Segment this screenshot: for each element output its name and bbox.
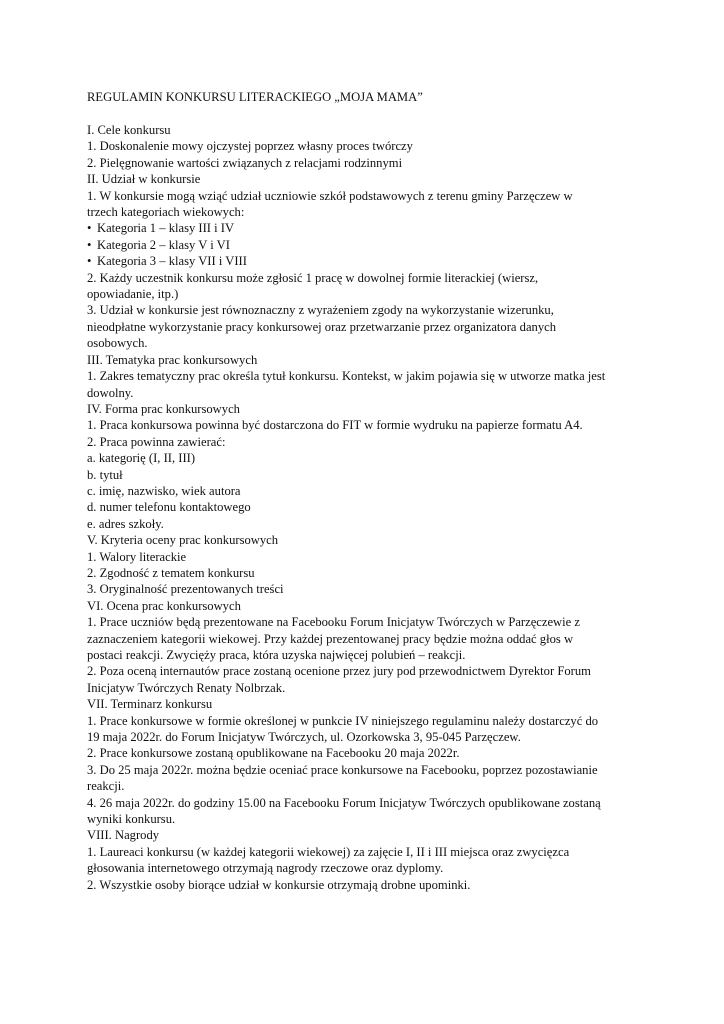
text-line: c. imię, nazwisko, wiek autora [87, 483, 241, 498]
text-line: 2. Poza oceną internautów prace zostaną ocenione przez jury pod przewodnictwem Dyrektor Forum [87, 664, 591, 679]
bullet-item [87, 220, 635, 236]
text-line: trzech kategoriach wiekowych: [87, 205, 245, 220]
section-heading: VI. Ocena prac konkursowych [87, 598, 241, 613]
text-line: e. adres szkoły. [87, 516, 164, 531]
text-line: 1. Prace konkursowe w formie określonej w punkcie IV niniejszego regulaminu należy dostarczyć do [87, 713, 599, 728]
text-line: głosowania internetowego otrzymają nagrody rzeczowe oraz dyplomy. [87, 861, 444, 876]
section-heading: I. Cele konkursu [87, 123, 171, 137]
text-line: 3. Oryginalność prezentowanych treści [87, 582, 284, 597]
bullet-item [87, 253, 635, 269]
text-line: osobowych. [87, 336, 148, 351]
text-line: 3. Udział w konkursie jest równoznaczny z wyrażeniem zgody na wykorzystanie wizerunku, [87, 303, 554, 318]
text-line: 2. Każdy uczestnik konkursu może zgłosić 1 pracę w dowolnej formie literackiej (wiersz, [87, 270, 539, 285]
text-line: 19 maja 2022r. do Forum Inicjatyw Twórczych, ul. Ozorkowska 3, 95-045 Parzęczew. [87, 730, 521, 745]
text-line: 1. Zakres tematyczny prac określa tytuł konkursu. Kontekst, w jakim pojawia się w utworze matka jest [87, 369, 606, 384]
text-line: 4. 26 maja 2022r. do godziny 15.00 na Facebooku Forum Inicjatyw Twórczych opublikowane zostaną [87, 795, 601, 810]
text-line: zaznaczeniem kategorii wiekowej. Przy każdej prezentowanej pracy będzie można oddać głos w [87, 631, 574, 646]
section-heading: VIII. Nagrody [87, 828, 160, 843]
section-heading: VII. Terminarz konkursu [87, 697, 213, 712]
text-line: 2. Zgodność z tematem konkursu [87, 565, 255, 580]
text-line: 2. Pielęgnowanie wartości związanych z relacjami rodzinnymi [87, 155, 403, 170]
text-line: nieodpłatne wykorzystanie pracy konkursowej oraz przetwarzanie przez organizatora danych [87, 319, 557, 334]
text-line: 1. W konkursie mogą wziąć udział uczniowie szkół podstawowych z terenu gminy Parzęczew w [87, 188, 573, 203]
bullet-item [87, 237, 635, 253]
text-line: 1. Praca konkursowa powinna być dostarczona do FIT w formie wydruku na papierze formatu A4. [87, 418, 583, 433]
section-heading: IV. Forma prac konkursowych [87, 401, 240, 416]
text-line: a. kategorię (I, II, III) [87, 451, 196, 466]
text-line: reakcji. [87, 779, 125, 794]
text-line: wyniki konkursu. [87, 812, 176, 827]
text-line: dowolny. [87, 385, 134, 400]
section-heading: III. Tematyka prac konkursowych [87, 352, 258, 367]
text-line: 2. Prace konkursowe zostaną opublikowane na Facebooku 20 maja 2022r. [87, 746, 460, 761]
text-line: b. tytuł [87, 467, 123, 482]
text-line: 1. Doskonalenie mowy ojczystej poprzez własny proces twórczy [87, 139, 413, 154]
section-heading: V. Kryteria oceny prac konkursowych [87, 533, 279, 548]
bullet-item-text: Kategoria 2 – klasy V i VI [97, 237, 230, 252]
text-line: 1. Walory literackie [87, 549, 187, 564]
bullet-icon: • [87, 221, 92, 236]
text-line: opowiadanie, itp.) [87, 287, 179, 302]
section-heading: II. Udział w konkursie [87, 172, 201, 187]
document-body [87, 122, 635, 893]
text-line: postaci reakcji. Zwycięży praca, która uzyska najwięcej polubień – reakcji. [87, 648, 466, 662]
document-title: REGULAMIN KONKURSU LITERACKIEGO „MOJA MAMA” [87, 90, 423, 104]
bullet-item-text: Kategoria 1 – klasy III i IV [97, 221, 235, 236]
text-line: 3. Do 25 maja 2022r. można będzie oceniać prace konkursowe na Facebooku, poprzez pozostawianie [87, 762, 598, 777]
text-line: d. numer telefonu kontaktowego [87, 500, 251, 515]
text-line: 2. Wszystkie osoby biorące udział w konkursie otrzymają drobne upominki. [87, 877, 471, 892]
text-line: 1. Prace uczniów będą prezentowane na Facebooku Forum Inicjatyw Twórczych w Parzęczewie z [87, 615, 580, 630]
text-line: Inicjatyw Twórczych Renaty Nolbrzak. [87, 680, 286, 695]
bullet-icon: • [87, 254, 92, 269]
bullet-item-text: Kategoria 3 – klasy VII i VIII [97, 254, 247, 269]
text-line: 2. Praca powinna zawierać: [87, 434, 226, 449]
text-line: 1. Laureaci konkursu (w każdej kategorii wiekowej) za zajęcie I, II i III miejsca oraz zwycięzca [87, 844, 570, 859]
bullet-icon: • [87, 237, 92, 252]
